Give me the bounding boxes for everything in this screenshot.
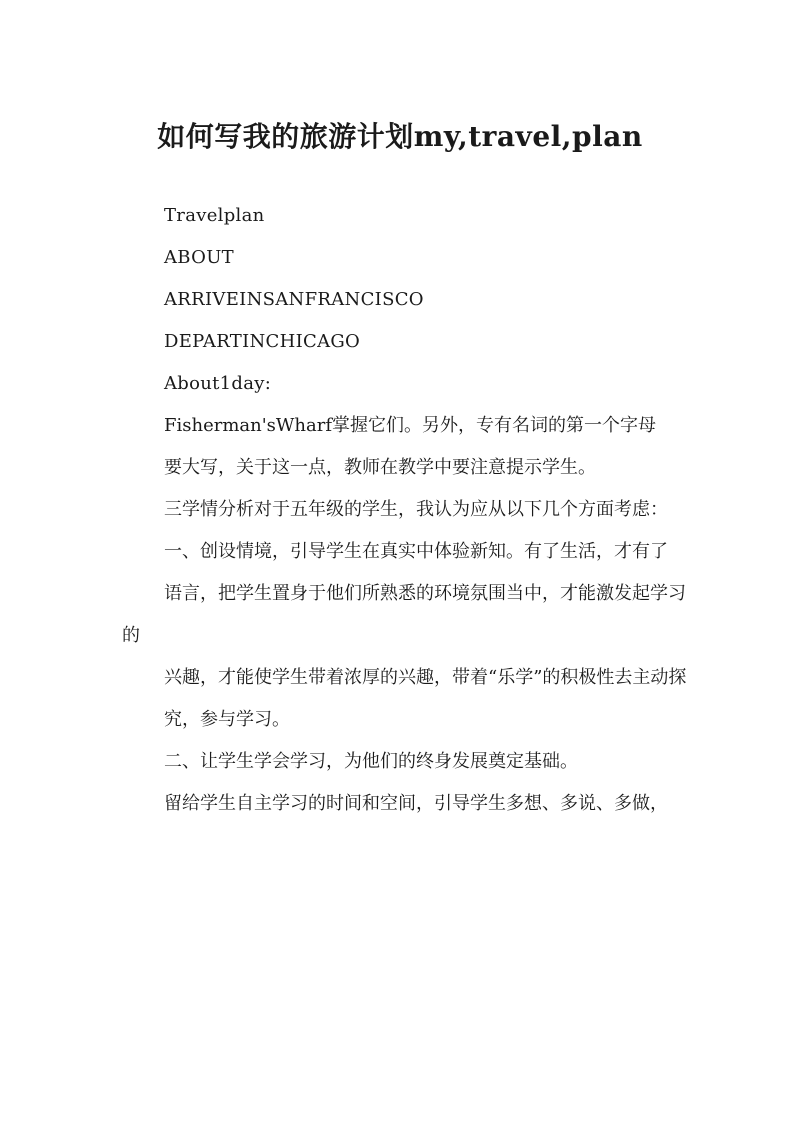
- paragraph: 一、创设情境，引导学生在真实中体验新知。有了生活，才有了: [164, 541, 668, 562]
- document-title: 如何写我的旅游计划my,travel,plan: [157, 119, 643, 153]
- paragraph: ABOUT: [164, 247, 234, 268]
- paragraph: ARRIVEINSANFRANCISCO: [164, 289, 424, 310]
- paragraph: 兴趣，才能使学生带着浓厚的兴趣，带着“乐学”的积极性去主动探: [164, 667, 687, 688]
- document-body: [122, 195, 692, 825]
- paragraph: 留给学生自主学习的时间和空间，引导学生多想、多说、多做，: [164, 793, 668, 814]
- paragraph: DEPARTINCHICAGO: [164, 331, 361, 352]
- paragraph: 语言，把学生置身于他们所熟悉的环境氛围当中，才能激发起学习的: [122, 583, 686, 646]
- paragraph: Fisherman'sWharf掌握它们。另外，专有名词的第一个字母: [164, 415, 657, 436]
- paragraph: 要大写，关于这一点，教师在教学中要注意提示学生。: [164, 457, 596, 478]
- paragraph: Travelplan: [164, 205, 265, 226]
- paragraph: 究，参与学习。: [164, 709, 290, 730]
- paragraph: 二、让学生学会学习，为他们的终身发展奠定基础。: [164, 751, 578, 772]
- paragraph: 三学情分析对于五年级的学生，我认为应从以下几个方面考虑：: [164, 499, 668, 520]
- paragraph: About1day:: [164, 373, 272, 394]
